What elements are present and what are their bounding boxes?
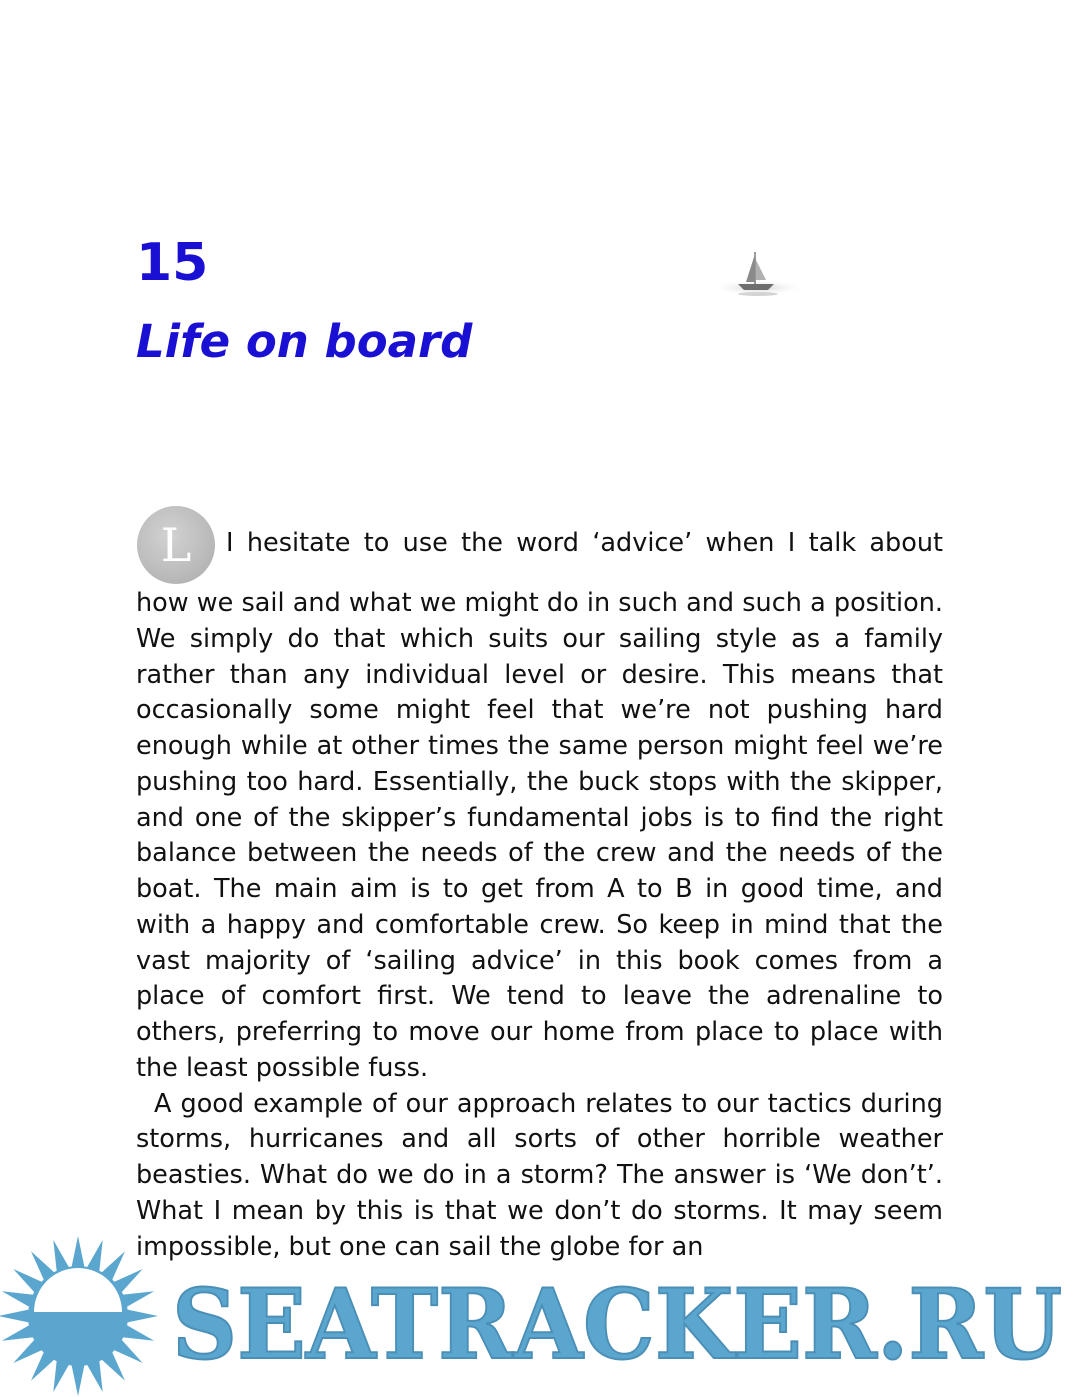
- sailboat-icon: [708, 246, 808, 310]
- chapter-number: 15: [136, 233, 209, 293]
- paragraph-first-line: I hesitate to use the word ‘advice’ when I talk about: [226, 528, 943, 558]
- body-text: [136, 586, 943, 1265]
- drop-cap: L: [137, 506, 215, 584]
- watermark: [0, 1232, 1080, 1397]
- watermark-text: SEATRACKER.RU: [172, 1268, 1062, 1381]
- sun-icon: [0, 1236, 158, 1396]
- chapter-title: Life on board: [136, 315, 473, 368]
- paragraph-2: A good example of our approach relates to our tactics during storms, hurricanes and all sorts of other horrible weather beasties. What do we do in a storm? The answer is ‘We don’t’. What I mean by this is that we don’t do storms. It may seem impossible, but one can sail the globe for an: [136, 1088, 943, 1262]
- paragraph-1: how we sail and what we might do in such and such a position. We simply do that which suits our sailing style as a family rather than any individual level or desire. This means that occasionally some might feel that we’re not pushing hard enough while at other times the same person might feel we’re pushing too hard. Essentially, the buck stops with the skipper, and one of the skipper’s fundamental jobs is to find the right balance between the needs of the crew and the needs of the boat. The main aim is to get from A to B in good time, and with a happy and comfortable crew. So keep in mind that the vast majority of ‘sailing advice’ in this book comes from a place of comfort first. We tend to leave the adrenaline to others, preferring to move our home from place to place with the least possible fuss.: [136, 588, 943, 1083]
